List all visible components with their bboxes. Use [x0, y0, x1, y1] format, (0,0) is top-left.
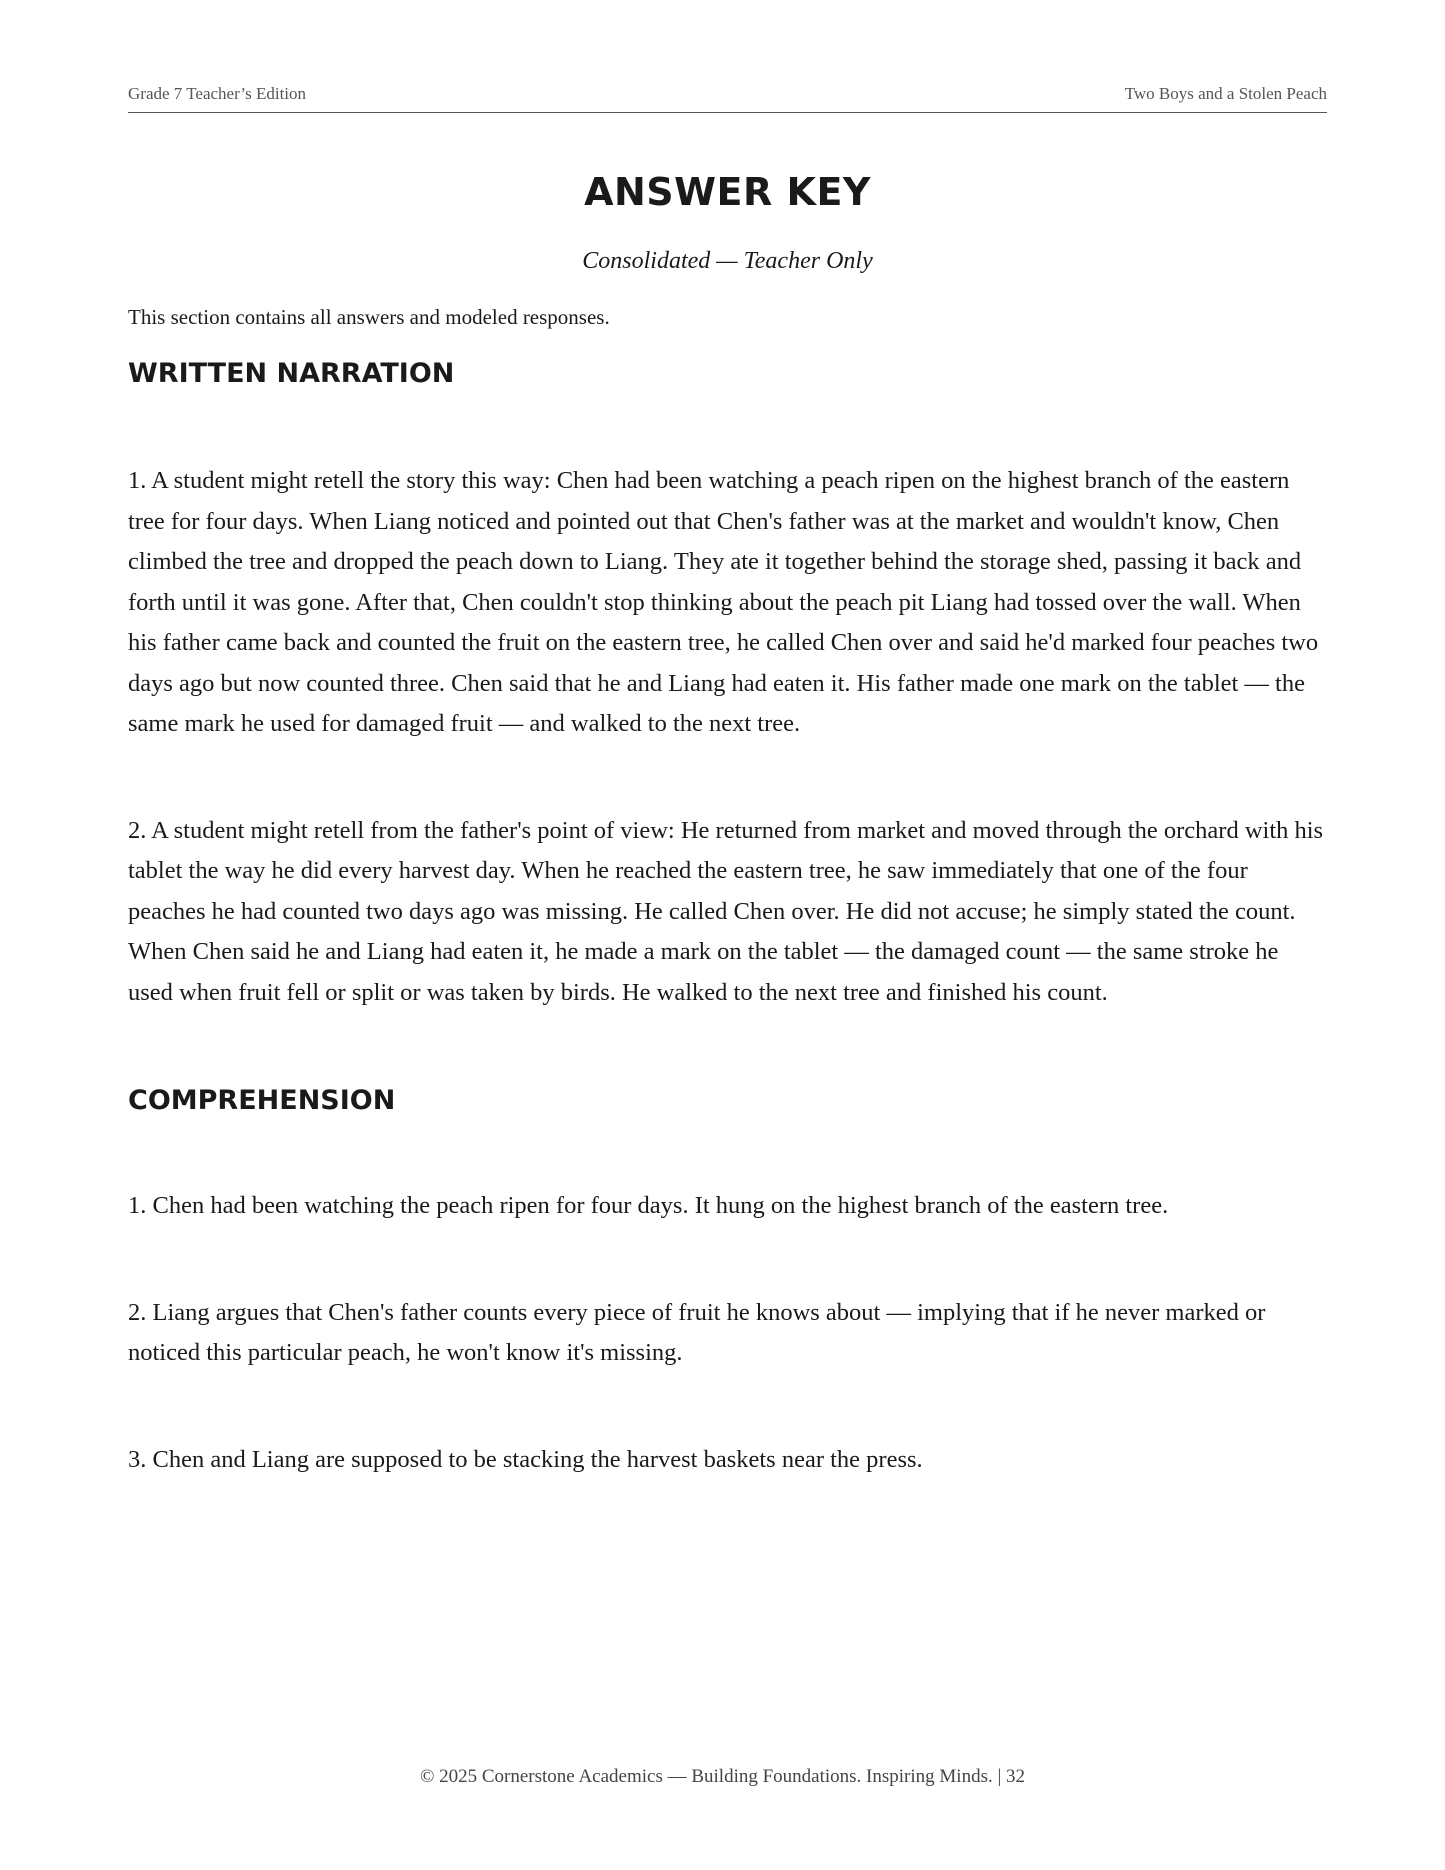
intro-text: This section contains all answers and modeled responses. [128, 305, 610, 329]
page-content [128, 170, 1327, 1480]
header-story-title: Two Boys and a Stolen Peach [1124, 84, 1327, 103]
running-header [128, 84, 1327, 113]
page-subtitle: Consolidated — Teacher Only [582, 248, 873, 274]
comprehension-answer-3: 3. Chen and Liang are supposed to be stacking the harvest baskets near the press. [128, 1445, 923, 1473]
section-heading-comprehension: COMPREHENSION [128, 1085, 396, 1116]
page-footer: © 2025 Cornerstone Academics — Building Foundations. Inspiring Minds. | 32 [419, 1766, 1026, 1787]
page-title: ANSWER KEY [584, 170, 871, 214]
header-grade-label: Grade 7 Teacher’s Edition [128, 84, 307, 103]
section-heading-narration: WRITTEN NARRATION [128, 358, 455, 389]
comprehension-answer-1: 1. Chen had been watching the peach ripen for four days. It hung on the highest branch of the eastern tree. [128, 1192, 1169, 1219]
comprehension-answer-2: 2. Liang argues that Chen's father counts every piece of fruit he knows about — implying that if he never marked or noticed this particular peach, he won't know it's missing. [128, 1298, 1266, 1366]
narration-answer-1: 1. A student might retell the story this way: Chen had been watching a peach ripen on the highest branch of the eastern tree for four days. When Liang noticed and pointed out that Chen's father was at the market and wouldn't know, Chen climbed the tree and dropped the peach down to Liang. They ate it together behind the storage shed, passing it back and forth until it was gone. After that, Chen couldn't stop thinking about the peach pit Liang had tossed over the wall. When his father came back and counted the fruit on the eastern tree, he called Chen over and said he'd marked four peaches two days ago but now counted three. Chen said that he and Liang had eaten it. His father made one mark on the tablet — the same mark he used for damaged fruit — and walked to the next tree. [128, 467, 1319, 737]
narration-answer-2: 2. A student might retell from the father's point of view: He returned from market and moved through the orchard with his tablet the way he did every harvest day. When he reached the eastern tree, he saw immediately that one of the four peaches he had counted two days ago was missing. He called Chen over. He did not accuse; he simply stated the count. When Chen said he and Liang had eaten it, he made a mark on the tablet — the damaged count — the same stroke he used when fruit fell or split or was taken by birds. He walked to the next tree and finished his count. [128, 816, 1324, 1006]
